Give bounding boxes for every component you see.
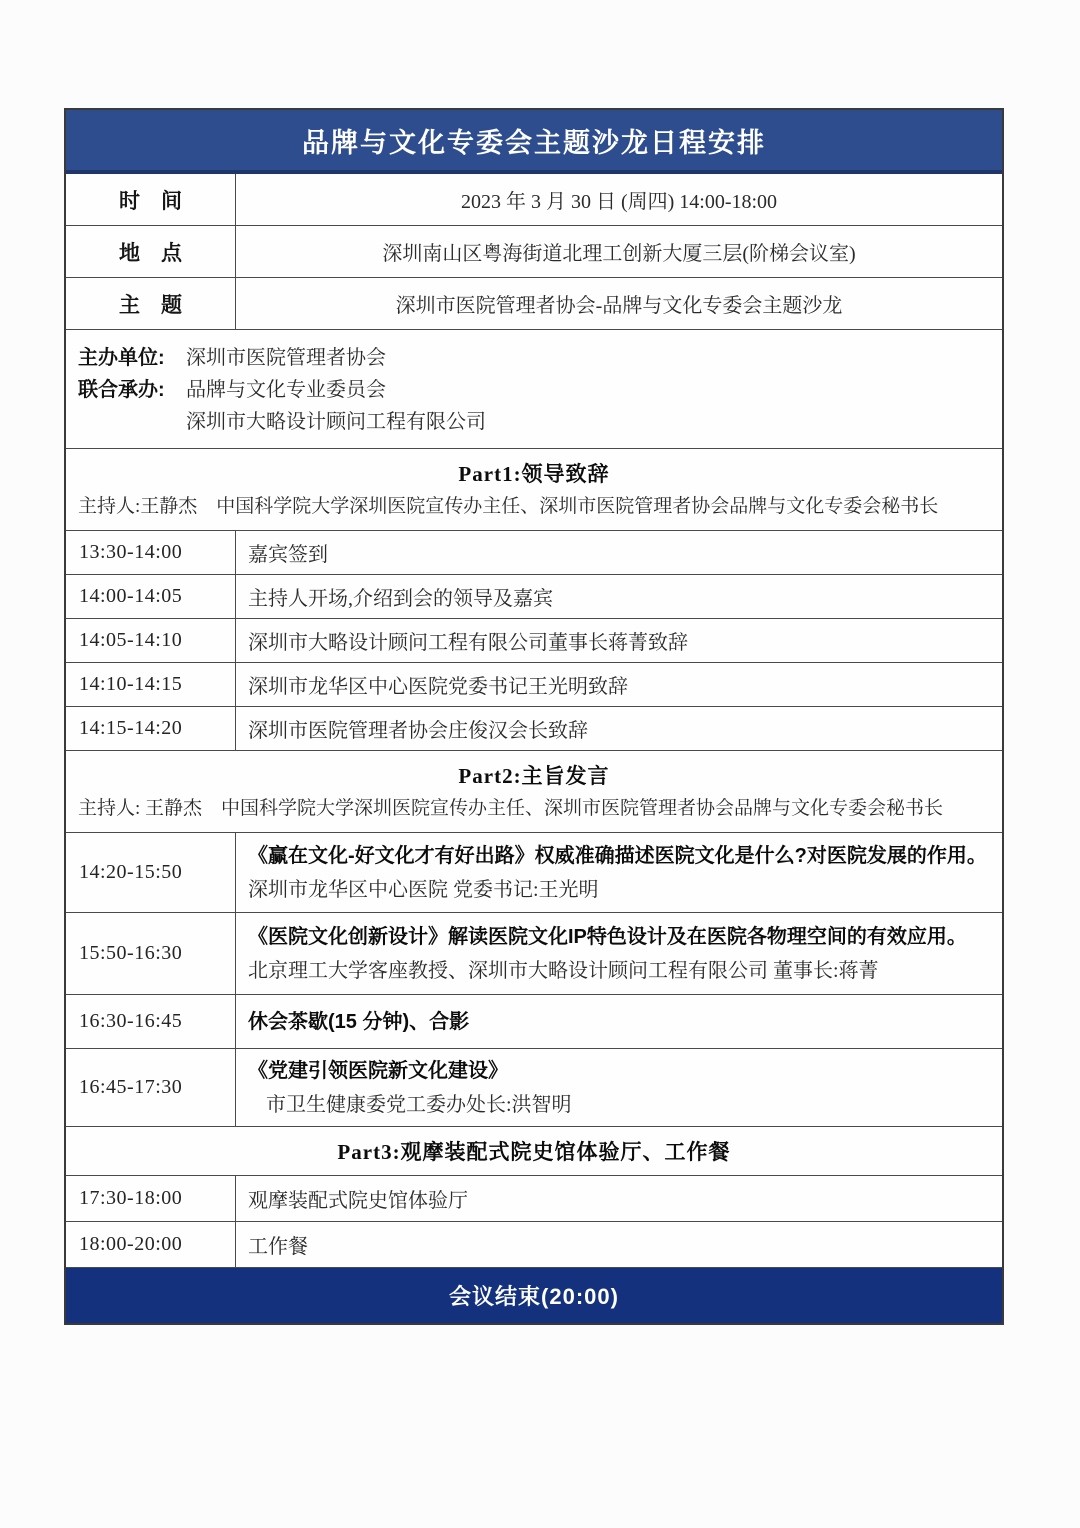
info-row-location — [66, 226, 1002, 278]
time-cell: 14:10-14:15 — [66, 663, 236, 706]
part3-header-block — [66, 1127, 1002, 1176]
host-label: 主办单位: — [78, 347, 165, 369]
time-cell: 14:05-14:10 — [66, 619, 236, 662]
talk-title: 《党建引领医院新文化建设》 — [248, 1060, 508, 1082]
event-cell: 嘉宾签到 — [248, 544, 328, 566]
host-value: 深圳市医院管理者协会 — [186, 347, 386, 369]
schedule-row — [66, 1222, 1002, 1268]
event-cell: 深圳市大略设计顾问工程有限公司董事长蒋菁致辞 — [248, 632, 688, 654]
schedule-table — [64, 108, 1004, 1325]
event-cell — [236, 913, 1002, 994]
event-cell — [236, 1049, 1002, 1126]
host-line — [78, 342, 988, 374]
talk-title: 《赢在文化-好文化才有好出路》权威准确描述医院文化是什么?对医院发展的作用。 — [248, 845, 987, 867]
info-value-time: 2023 年 3 月 30 日 (周四) 14:00-18:00 — [460, 191, 778, 213]
info-label-theme: 主 题 — [66, 278, 236, 329]
event-cell: 观摩装配式院史馆体验厅 — [248, 1190, 468, 1212]
time-cell: 15:50-16:30 — [66, 913, 236, 994]
time-cell: 16:30-16:45 — [66, 995, 236, 1048]
part1-title: Part1:领导致辞 — [458, 462, 610, 486]
info-row-time — [66, 174, 1002, 226]
talk-title: 《医院文化创新设计》解读医院文化IP特色设计及在医院各物理空间的有效应用。 — [248, 926, 967, 948]
schedule-row — [66, 833, 1002, 913]
talk-speaker: 市卫生健康委党工委办处长:洪智明 — [266, 1094, 572, 1116]
talk-speaker: 北京理工大学客座教授、深圳市大略设计顾问工程有限公司 董事长:蒋菁 — [248, 960, 879, 982]
document-title-bar — [66, 110, 1002, 174]
event-cell: 深圳市医院管理者协会庄俊汉会长致辞 — [248, 720, 588, 742]
co-organizer-value-1: 品牌与文化专业委员会 — [186, 379, 386, 401]
schedule-row — [66, 663, 1002, 707]
info-value-theme: 深圳市医院管理者协会-品牌与文化专委会主题沙龙 — [395, 295, 843, 317]
co-organizer-label: 联合承办: — [78, 379, 165, 401]
meeting-end-bar — [66, 1268, 1002, 1323]
info-label-location: 地 点 — [66, 226, 236, 277]
schedule-row — [66, 1176, 1002, 1222]
co-organizer-line-2 — [186, 406, 988, 438]
schedule-row — [66, 619, 1002, 663]
part2-title: Part2:主旨发言 — [458, 764, 610, 788]
meeting-end-text: 会议结束(20:00) — [449, 1284, 619, 1309]
time-cell: 14:00-14:05 — [66, 575, 236, 618]
event-cell: 深圳市龙华区中心医院党委书记王光明致辞 — [248, 676, 628, 698]
schedule-row — [66, 531, 1002, 575]
info-row-theme — [66, 278, 1002, 330]
schedule-row — [66, 1049, 1002, 1127]
time-cell: 14:20-15:50 — [66, 833, 236, 912]
co-organizer-value-2: 深圳市大略设计顾问工程有限公司 — [186, 411, 486, 433]
organizers-block — [66, 330, 1002, 449]
time-cell: 17:30-18:00 — [66, 1176, 236, 1221]
part1-header-block — [66, 449, 1002, 531]
time-cell: 18:00-20:00 — [66, 1222, 236, 1267]
part2-moderator: 主持人: 王静杰 中国科学院大学深圳医院宣传办主任、深圳市医院管理者协会品牌与文化专委会秘书长 — [78, 798, 944, 819]
time-cell: 13:30-14:00 — [66, 531, 236, 574]
schedule-row — [66, 707, 1002, 751]
info-label-time: 时 间 — [66, 174, 236, 225]
info-value-location: 深圳南山区粤海街道北理工创新大厦三层(阶梯会议室) — [382, 243, 856, 265]
time-cell: 14:15-14:20 — [66, 707, 236, 750]
co-organizer-line — [78, 374, 988, 406]
event-cell — [236, 833, 1002, 912]
time-cell: 16:45-17:30 — [66, 1049, 236, 1126]
schedule-row — [66, 913, 1002, 995]
part1-moderator: 主持人:王静杰 中国科学院大学深圳医院宣传办主任、深圳市医院管理者协会品牌与文化专委会秘书长 — [78, 496, 939, 517]
schedule-row — [66, 995, 1002, 1049]
part3-title: Part3:观摩装配式院史馆体验厅、工作餐 — [337, 1140, 731, 1164]
talk-speaker: 深圳市龙华区中心医院 党委书记:王光明 — [248, 879, 599, 901]
talk-title: 休会茶歇(15 分钟)、合影 — [248, 1010, 470, 1033]
event-cell — [236, 995, 1002, 1048]
event-cell: 工作餐 — [248, 1236, 308, 1258]
document-title: 品牌与文化专委会主题沙龙日程安排 — [302, 127, 766, 158]
event-cell: 主持人开场,介绍到会的领导及嘉宾 — [248, 588, 553, 610]
part2-header-block — [66, 751, 1002, 833]
schedule-row — [66, 575, 1002, 619]
